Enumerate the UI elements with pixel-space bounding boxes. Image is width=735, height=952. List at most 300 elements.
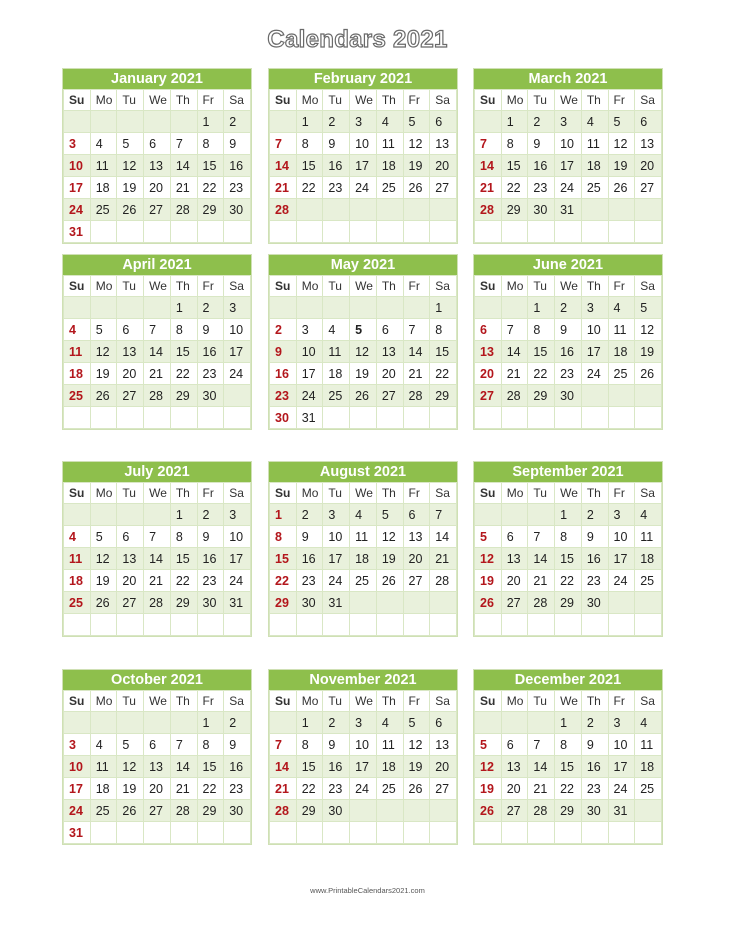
day-cell: 16 xyxy=(197,341,224,363)
day-cell: 4 xyxy=(635,504,662,526)
week-row xyxy=(270,756,457,778)
day-cell: 15 xyxy=(197,155,224,177)
day-cell xyxy=(270,111,297,133)
day-cell xyxy=(90,822,117,844)
week-row xyxy=(270,778,457,800)
day-cell: 2 xyxy=(528,111,555,133)
day-cell xyxy=(475,822,502,844)
day-cell: 12 xyxy=(403,133,430,155)
month-may xyxy=(268,254,458,430)
day-cell xyxy=(170,822,197,844)
month-title: April 2021 xyxy=(63,255,251,275)
weekday-header-row xyxy=(270,90,457,111)
day-cell: 31 xyxy=(323,592,350,614)
day-cell: 6 xyxy=(430,712,457,734)
day-cell: 29 xyxy=(501,199,528,221)
day-cell: 28 xyxy=(430,570,457,592)
day-cell: 22 xyxy=(197,778,224,800)
day-cell: 14 xyxy=(528,548,555,570)
day-cell xyxy=(608,592,635,614)
day-cell: 17 xyxy=(581,341,608,363)
week-row xyxy=(64,570,251,592)
weekday-header-row xyxy=(475,276,662,297)
week-row xyxy=(64,614,251,636)
day-cell xyxy=(350,407,377,429)
day-cell: 13 xyxy=(403,526,430,548)
month-title: November 2021 xyxy=(269,670,457,690)
day-cell: 8 xyxy=(197,133,224,155)
day-cell: 26 xyxy=(403,778,430,800)
day-cell xyxy=(117,504,144,526)
week-row xyxy=(64,800,251,822)
weekday-label: Su xyxy=(64,276,91,297)
day-cell: 30 xyxy=(224,800,251,822)
day-cell: 9 xyxy=(224,133,251,155)
day-cell: 18 xyxy=(635,756,662,778)
day-cell: 28 xyxy=(528,592,555,614)
day-cell: 10 xyxy=(224,526,251,548)
day-cell xyxy=(350,221,377,243)
day-cell xyxy=(170,407,197,429)
weekday-label: Tu xyxy=(117,483,144,504)
day-cell: 1 xyxy=(430,297,457,319)
weekday-label: Th xyxy=(376,691,403,712)
day-cell: 3 xyxy=(224,504,251,526)
day-cell xyxy=(323,614,350,636)
weekday-label: Su xyxy=(270,483,297,504)
day-cell: 16 xyxy=(528,155,555,177)
day-cell xyxy=(403,221,430,243)
day-cell xyxy=(64,111,91,133)
day-cell xyxy=(376,800,403,822)
day-cell xyxy=(323,297,350,319)
day-cell: 21 xyxy=(144,363,171,385)
day-cell: 8 xyxy=(197,734,224,756)
day-cell: 26 xyxy=(117,199,144,221)
month-january xyxy=(62,68,252,244)
month-title: December 2021 xyxy=(474,670,662,690)
day-cell: 12 xyxy=(475,548,502,570)
day-cell xyxy=(501,712,528,734)
day-cell: 18 xyxy=(90,177,117,199)
day-cell xyxy=(170,712,197,734)
week-row xyxy=(64,199,251,221)
day-cell: 22 xyxy=(170,363,197,385)
month-table xyxy=(63,275,251,429)
day-cell: 1 xyxy=(296,111,323,133)
day-cell xyxy=(323,221,350,243)
day-cell: 20 xyxy=(403,548,430,570)
day-cell: 13 xyxy=(430,133,457,155)
day-cell: 20 xyxy=(635,155,662,177)
week-row xyxy=(64,155,251,177)
weekday-label: Tu xyxy=(528,483,555,504)
day-cell: 14 xyxy=(270,756,297,778)
weekday-label: Sa xyxy=(430,483,457,504)
day-cell: 28 xyxy=(403,385,430,407)
day-cell xyxy=(376,407,403,429)
weekday-label: Fr xyxy=(608,90,635,111)
day-cell: 20 xyxy=(144,177,171,199)
week-row xyxy=(475,734,662,756)
day-cell: 1 xyxy=(170,504,197,526)
day-cell: 12 xyxy=(403,734,430,756)
day-cell: 26 xyxy=(475,592,502,614)
day-cell xyxy=(270,712,297,734)
day-cell: 18 xyxy=(64,363,91,385)
day-cell xyxy=(170,221,197,243)
day-cell xyxy=(403,800,430,822)
day-cell xyxy=(581,614,608,636)
weekday-label: Tu xyxy=(117,276,144,297)
day-cell: 25 xyxy=(376,177,403,199)
day-cell: 20 xyxy=(376,363,403,385)
day-cell: 22 xyxy=(296,778,323,800)
day-cell: 15 xyxy=(430,341,457,363)
day-cell: 2 xyxy=(323,712,350,734)
day-cell xyxy=(555,221,582,243)
day-cell: 14 xyxy=(475,155,502,177)
day-cell: 9 xyxy=(197,526,224,548)
day-cell: 3 xyxy=(350,712,377,734)
day-cell: 14 xyxy=(144,341,171,363)
weekday-label: We xyxy=(555,691,582,712)
day-cell: 24 xyxy=(555,177,582,199)
day-cell: 7 xyxy=(528,734,555,756)
day-cell: 27 xyxy=(144,800,171,822)
day-cell xyxy=(403,614,430,636)
day-cell xyxy=(528,504,555,526)
week-row xyxy=(64,363,251,385)
day-cell: 24 xyxy=(581,363,608,385)
day-cell: 18 xyxy=(608,341,635,363)
day-cell xyxy=(528,221,555,243)
weekday-label: Tu xyxy=(323,276,350,297)
day-cell: 21 xyxy=(144,570,171,592)
week-row xyxy=(64,133,251,155)
day-cell xyxy=(117,407,144,429)
day-cell: 11 xyxy=(64,548,91,570)
day-cell: 2 xyxy=(224,712,251,734)
day-cell: 2 xyxy=(197,297,224,319)
week-row xyxy=(475,712,662,734)
day-cell: 6 xyxy=(117,319,144,341)
day-cell: 9 xyxy=(323,133,350,155)
day-cell xyxy=(296,199,323,221)
day-cell: 28 xyxy=(144,592,171,614)
day-cell: 22 xyxy=(430,363,457,385)
weekday-header-row xyxy=(64,90,251,111)
weekday-label: Fr xyxy=(608,691,635,712)
day-cell: 13 xyxy=(376,341,403,363)
day-cell xyxy=(528,407,555,429)
day-cell: 23 xyxy=(581,778,608,800)
day-cell xyxy=(64,297,91,319)
day-cell: 13 xyxy=(501,756,528,778)
day-cell: 27 xyxy=(501,592,528,614)
week-row xyxy=(270,297,457,319)
day-cell: 11 xyxy=(635,526,662,548)
day-cell xyxy=(90,111,117,133)
day-cell: 27 xyxy=(403,570,430,592)
day-cell xyxy=(501,297,528,319)
day-cell: 27 xyxy=(117,385,144,407)
month-april xyxy=(62,254,252,430)
weekday-label: Mo xyxy=(501,483,528,504)
week-row xyxy=(64,526,251,548)
day-cell: 11 xyxy=(64,341,91,363)
day-cell: 8 xyxy=(555,526,582,548)
day-cell xyxy=(64,614,91,636)
day-cell: 23 xyxy=(581,570,608,592)
day-cell xyxy=(376,221,403,243)
day-cell: 25 xyxy=(64,592,91,614)
day-cell: 12 xyxy=(90,548,117,570)
day-cell xyxy=(117,822,144,844)
day-cell xyxy=(430,614,457,636)
day-cell xyxy=(430,221,457,243)
week-row xyxy=(270,111,457,133)
day-cell: 9 xyxy=(581,734,608,756)
day-cell: 29 xyxy=(170,592,197,614)
day-cell: 24 xyxy=(296,385,323,407)
day-cell: 31 xyxy=(608,800,635,822)
day-cell xyxy=(635,199,662,221)
weekday-label: Sa xyxy=(224,483,251,504)
day-cell: 18 xyxy=(376,756,403,778)
day-cell xyxy=(270,221,297,243)
week-row xyxy=(475,822,662,844)
month-table xyxy=(474,690,662,844)
day-cell xyxy=(635,221,662,243)
month-table xyxy=(269,690,457,844)
day-cell: 9 xyxy=(528,133,555,155)
weekday-label: Fr xyxy=(403,90,430,111)
day-cell: 5 xyxy=(376,504,403,526)
day-cell xyxy=(608,385,635,407)
day-cell: 5 xyxy=(350,319,377,341)
day-cell xyxy=(528,822,555,844)
day-cell xyxy=(323,822,350,844)
day-cell xyxy=(270,297,297,319)
day-cell: 19 xyxy=(475,570,502,592)
day-cell: 1 xyxy=(270,504,297,526)
day-cell: 30 xyxy=(197,385,224,407)
day-cell: 15 xyxy=(270,548,297,570)
day-cell: 30 xyxy=(323,800,350,822)
day-cell xyxy=(581,221,608,243)
day-cell: 16 xyxy=(270,363,297,385)
day-cell: 10 xyxy=(608,734,635,756)
day-cell: 16 xyxy=(581,548,608,570)
day-cell: 20 xyxy=(430,756,457,778)
day-cell: 2 xyxy=(296,504,323,526)
weekday-label: Su xyxy=(270,276,297,297)
day-cell: 15 xyxy=(296,155,323,177)
weekday-label: Fr xyxy=(608,483,635,504)
day-cell: 14 xyxy=(270,155,297,177)
weekday-label: We xyxy=(555,276,582,297)
day-cell: 31 xyxy=(296,407,323,429)
weekday-label: We xyxy=(350,483,377,504)
day-cell: 18 xyxy=(64,570,91,592)
day-cell xyxy=(635,822,662,844)
day-cell: 23 xyxy=(270,385,297,407)
day-cell xyxy=(117,111,144,133)
day-cell xyxy=(144,111,171,133)
day-cell: 17 xyxy=(64,177,91,199)
weekday-header-row xyxy=(64,691,251,712)
day-cell: 3 xyxy=(64,734,91,756)
day-cell: 4 xyxy=(323,319,350,341)
day-cell: 4 xyxy=(376,712,403,734)
day-cell: 4 xyxy=(64,526,91,548)
week-row xyxy=(475,778,662,800)
day-cell: 19 xyxy=(117,177,144,199)
day-cell: 16 xyxy=(581,756,608,778)
week-row xyxy=(64,504,251,526)
weekday-label: We xyxy=(555,90,582,111)
week-row xyxy=(270,614,457,636)
day-cell: 5 xyxy=(475,734,502,756)
month-table xyxy=(63,89,251,243)
day-cell: 29 xyxy=(528,385,555,407)
day-cell: 30 xyxy=(197,592,224,614)
day-cell: 10 xyxy=(296,341,323,363)
day-cell: 30 xyxy=(270,407,297,429)
day-cell: 30 xyxy=(528,199,555,221)
day-cell xyxy=(224,822,251,844)
day-cell: 13 xyxy=(501,548,528,570)
weekday-label: We xyxy=(555,483,582,504)
weekday-label: Tu xyxy=(528,276,555,297)
day-cell: 15 xyxy=(170,341,197,363)
day-cell: 28 xyxy=(270,800,297,822)
month-table xyxy=(474,89,662,243)
day-cell: 23 xyxy=(528,177,555,199)
weekday-label: Fr xyxy=(197,276,224,297)
day-cell: 12 xyxy=(350,341,377,363)
weekday-label: Tu xyxy=(117,90,144,111)
day-cell: 29 xyxy=(197,800,224,822)
week-row xyxy=(270,221,457,243)
day-cell: 29 xyxy=(270,592,297,614)
week-row xyxy=(64,712,251,734)
day-cell xyxy=(430,822,457,844)
day-cell: 21 xyxy=(170,778,197,800)
day-cell: 4 xyxy=(90,734,117,756)
day-cell: 27 xyxy=(376,385,403,407)
weekday-header-row xyxy=(270,691,457,712)
day-cell xyxy=(430,592,457,614)
day-cell: 29 xyxy=(555,800,582,822)
week-row xyxy=(64,822,251,844)
day-cell: 18 xyxy=(635,548,662,570)
day-cell: 8 xyxy=(296,734,323,756)
day-cell: 13 xyxy=(117,341,144,363)
day-cell xyxy=(350,199,377,221)
weekday-label: Mo xyxy=(501,691,528,712)
day-cell: 2 xyxy=(270,319,297,341)
day-cell: 12 xyxy=(608,133,635,155)
day-cell: 20 xyxy=(117,570,144,592)
day-cell xyxy=(224,385,251,407)
weekday-label: We xyxy=(144,276,171,297)
weekday-label: Sa xyxy=(635,483,662,504)
day-cell: 5 xyxy=(117,734,144,756)
day-cell: 19 xyxy=(475,778,502,800)
day-cell: 29 xyxy=(555,592,582,614)
month-title: February 2021 xyxy=(269,69,457,89)
day-cell: 3 xyxy=(323,504,350,526)
day-cell xyxy=(403,199,430,221)
weekday-label: Sa xyxy=(635,90,662,111)
day-cell: 15 xyxy=(296,756,323,778)
day-cell: 28 xyxy=(270,199,297,221)
day-cell: 14 xyxy=(170,155,197,177)
week-row xyxy=(64,297,251,319)
day-cell: 7 xyxy=(270,734,297,756)
day-cell xyxy=(90,221,117,243)
week-row xyxy=(270,363,457,385)
day-cell: 11 xyxy=(581,133,608,155)
day-cell: 12 xyxy=(475,756,502,778)
day-cell: 15 xyxy=(528,341,555,363)
day-cell: 7 xyxy=(475,133,502,155)
day-cell: 19 xyxy=(376,548,403,570)
month-table xyxy=(63,690,251,844)
day-cell: 24 xyxy=(350,177,377,199)
week-row xyxy=(270,548,457,570)
day-cell: 12 xyxy=(117,155,144,177)
day-cell: 23 xyxy=(555,363,582,385)
day-cell xyxy=(376,592,403,614)
footer-url: www.PrintableCalendars2021.com xyxy=(310,886,425,895)
day-cell: 10 xyxy=(64,756,91,778)
day-cell: 1 xyxy=(555,712,582,734)
weekday-label: Sa xyxy=(224,90,251,111)
day-cell: 11 xyxy=(376,133,403,155)
day-cell: 19 xyxy=(403,756,430,778)
day-cell: 8 xyxy=(296,133,323,155)
day-cell: 3 xyxy=(296,319,323,341)
weekday-label: Mo xyxy=(90,691,117,712)
weekday-label: Tu xyxy=(323,691,350,712)
day-cell: 1 xyxy=(555,504,582,526)
day-cell xyxy=(144,504,171,526)
week-row xyxy=(270,407,457,429)
day-cell xyxy=(376,199,403,221)
day-cell: 6 xyxy=(501,526,528,548)
weekday-label: Th xyxy=(581,483,608,504)
day-cell: 25 xyxy=(608,363,635,385)
day-cell xyxy=(501,822,528,844)
weekday-label: Mo xyxy=(296,483,323,504)
day-cell: 16 xyxy=(224,756,251,778)
day-cell: 20 xyxy=(475,363,502,385)
day-cell: 11 xyxy=(90,756,117,778)
day-cell xyxy=(64,712,91,734)
day-cell xyxy=(475,221,502,243)
weekday-label: Th xyxy=(376,90,403,111)
week-row xyxy=(475,341,662,363)
day-cell xyxy=(296,221,323,243)
day-cell: 25 xyxy=(90,800,117,822)
weekday-label: Mo xyxy=(296,276,323,297)
weekday-label: We xyxy=(350,691,377,712)
day-cell: 25 xyxy=(350,570,377,592)
day-cell xyxy=(528,712,555,734)
